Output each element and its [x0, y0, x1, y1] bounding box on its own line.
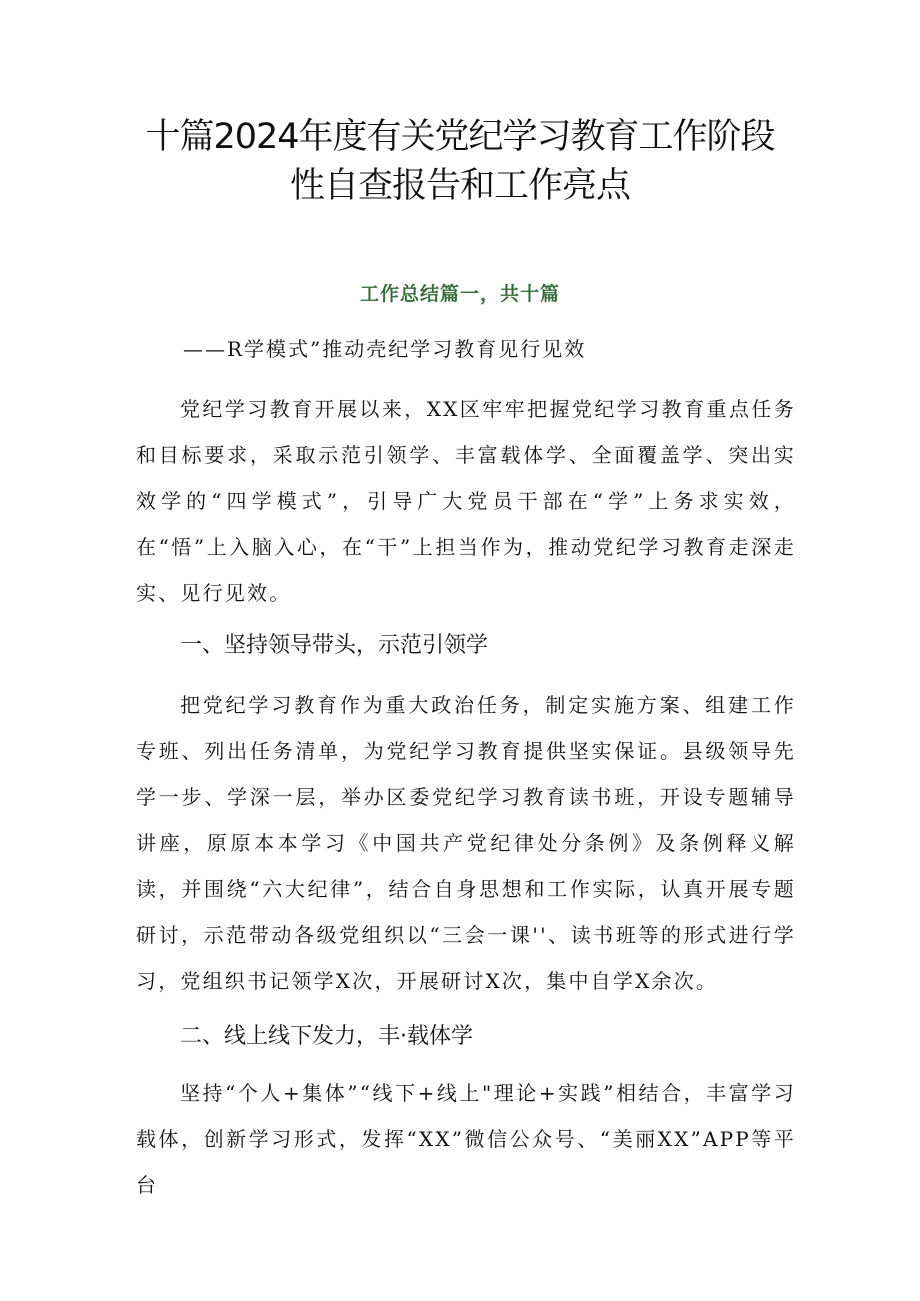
- paragraph-intro: 党纪学习教育开展以来，XX区牢牢把握党纪学习教育重点任务和目标要求，采取示范引领学、丰富载体学、全面覆盖学、突出实效学的“四学模式”，引导广大党员干部在“学”上务求实效，在“悟”上入脑入心，在“干”上担当作为，推动党纪学习教育走深走实、见行见效。: [136, 397, 796, 605]
- paragraph-section-one: 把党纪学习教育作为重大政治任务，制定实施方案、组建工作专班、列出任务清单，为党纪学习教育提供坚实保证。县级领导先学一步、学深一层，举办区委党纪学习教育读书班，开设专题辅导讲座，原原本本学习《中国共产党纪律处分条例》及条例释义解读，并围绕“六大纪律”，结合自身思想和工作实际，认真开展专题研讨，示范带动各级党组织以“三会一课''、读书班等的形式进行学习，党组织书记领学X次，开展研讨X次，集中自学X余次。: [136, 693, 796, 993]
- subtitle: ——R学模式”推动壳纪学习教育见行见效: [183, 337, 587, 361]
- heading-section-one: 一、坚持领导带头，示范引领学: [180, 633, 489, 658]
- paragraph-section-two: 坚持“个人+集体”“线下+线上"理论+实践”相结合，丰富学习载体，创新学习形式，发挥“XX”微信公众号、“美丽XX”APP等平台: [136, 1081, 796, 1197]
- document-title-line1: 十篇2024年度有关党纪学习教育工作阶段: [145, 117, 775, 157]
- section-label: 工作总结篇一，共十篇: [359, 283, 560, 305]
- heading-section-two: 二、线上线下发力，丰·载体学: [180, 1024, 473, 1049]
- document-title-line2: 性自查报告和工作亮点: [289, 166, 630, 206]
